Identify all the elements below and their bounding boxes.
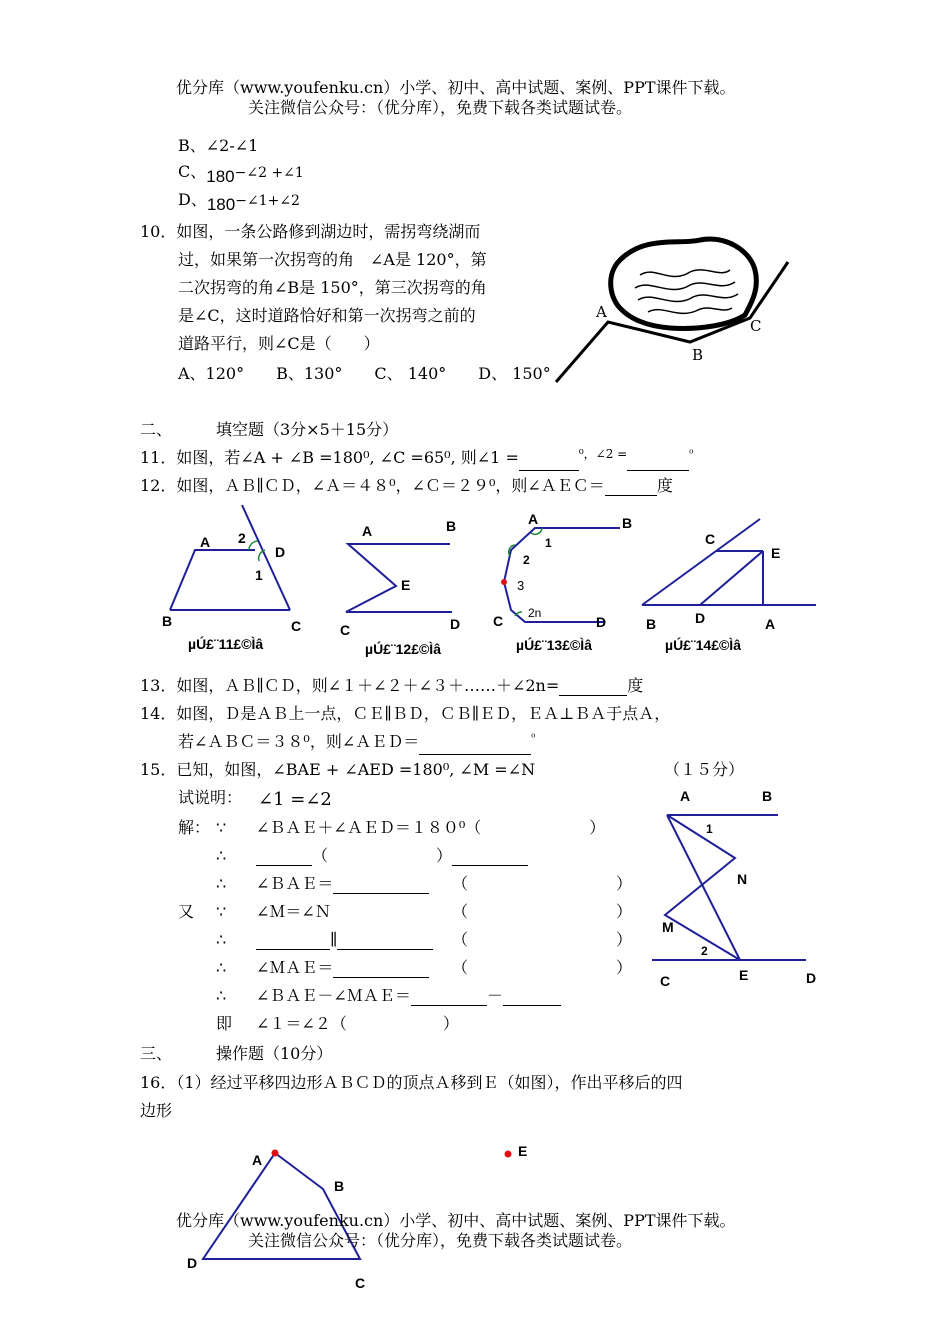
- lake-label-a: A: [596, 303, 607, 321]
- q13-blank[interactable]: [559, 679, 627, 696]
- q9-option-c: [178, 162, 304, 186]
- q15-row-1-close: ）: [589, 818, 606, 837]
- q14-text: 若∠ＡＢＣ＝３８⁰，则∠ＡＥＤ＝: [178, 732, 420, 751]
- q15-row-7-blank-a[interactable]: [411, 989, 487, 1006]
- f14-label-c: C: [705, 531, 716, 547]
- q14-line-1: 14．如图，Ｄ是ＡＢ上一点，ＣＥ∥ＢＤ，ＣＢ∥ＥＤ，ＥＡ⊥ＢＡ于点Ａ，: [140, 704, 671, 723]
- q13-unit: 度: [627, 676, 644, 695]
- lake-road-figure: [550, 230, 800, 390]
- q12-line: [140, 476, 673, 496]
- figure-12: [340, 540, 460, 620]
- q15-row-3-open: （: [452, 874, 469, 893]
- f15-label-a: A: [680, 788, 691, 804]
- q9-option-c-180: 180: [206, 167, 235, 186]
- f13-polyline: [504, 528, 620, 622]
- f12-caption: µÚ£¨12£©Ìâ: [365, 641, 441, 657]
- lake-wave-3: [638, 294, 738, 302]
- section-3-number: 三、: [140, 1044, 173, 1063]
- lake-wave-2: [635, 282, 735, 290]
- f11-left-edges: [170, 550, 255, 610]
- q10-line-4: 是∠C，这时道路恰好和第一次拐弯之前的: [178, 306, 476, 325]
- q15-row-7-minus: －: [486, 986, 503, 1005]
- lake-wave-1: [640, 270, 730, 277]
- section-2-title: 填空题（3分×5＋15分）: [216, 420, 399, 439]
- q10-line-2: 过，如果第一次拐弯的角 ∠A是 120°，第: [178, 250, 487, 269]
- q15-score: （１５分）: [664, 760, 745, 779]
- lake-label-c: C: [750, 317, 762, 335]
- q15-row-6: [256, 958, 429, 978]
- q15-row-8-text: ∠１＝∠２（: [256, 1014, 347, 1033]
- q9-option-d: [178, 190, 300, 214]
- f15-label-2: 2: [701, 944, 708, 958]
- q12-text: 12．如图，ＡＢ∥ＣＤ，∠Ａ＝４８⁰，∠Ｃ＝２９⁰，则∠ＡＥＣ＝: [140, 476, 605, 495]
- q15-row-3-blank[interactable]: [333, 877, 429, 894]
- q15-solve-label: 解：: [178, 818, 211, 837]
- q15-row-7-text: ∠ＢＡＥ－∠ＭＡＥ＝: [256, 986, 411, 1005]
- f13-label-b: B: [622, 515, 633, 531]
- q10-line-3: 二次拐弯的角∠B是 150°，第三次拐弯的角: [178, 278, 487, 297]
- section-2-number: 二、: [140, 420, 173, 439]
- q11-blank-1[interactable]: [519, 454, 579, 471]
- q9-option-d-rest: −∠1+∠2: [235, 193, 300, 209]
- q15-row-5-blank-a[interactable]: [256, 933, 330, 950]
- q15-prove-statement: ∠1 =∠2: [258, 789, 332, 810]
- f13-label-2n: 2n: [528, 606, 542, 620]
- figure-16: [195, 1143, 528, 1270]
- q14-line-2: [178, 732, 535, 755]
- q12-unit: 度: [656, 476, 673, 495]
- q15-row-7-blank-b[interactable]: [503, 989, 561, 1006]
- q11-text: 11．如图，若∠A + ∠B =180⁰, ∠C =65⁰, 则∠1 =: [140, 448, 519, 467]
- f13-label-1: 1: [545, 536, 552, 550]
- f15-label-1: 1: [706, 822, 713, 836]
- q15-row-6-blank[interactable]: [333, 961, 429, 978]
- header-line-2: 关注微信公众号：（优分库），免费下载各类试题试卷。: [248, 98, 633, 117]
- q14-unit: ⁰: [531, 733, 536, 744]
- f16-point-e: [505, 1151, 512, 1158]
- q15-row-6-close: ）: [616, 958, 633, 977]
- f12-label-e: E: [401, 577, 411, 593]
- q15-row-3-close: ）: [616, 874, 633, 893]
- f11-label-c: C: [291, 618, 302, 634]
- q10-options: A、120° B、130° C、 140° D、 150°: [178, 364, 551, 383]
- f16-label-b: B: [334, 1178, 345, 1194]
- figure-15: [650, 810, 810, 970]
- q15-because-4: ∵: [216, 902, 227, 921]
- q15-row-5-parallel: ∥: [330, 930, 338, 949]
- q16-line-1: 16．（1）经过平移四边形ＡＢＣＤ的顶点Ａ移到Ｅ（如图），作出平移后的四: [140, 1073, 683, 1092]
- f12-label-a: A: [362, 523, 373, 539]
- f14-label-b: B: [646, 616, 657, 632]
- q13-text: 13．如图，ＡＢ∥ＣＤ，则∠１＋∠２＋∠３＋……＋∠2n=: [140, 676, 560, 695]
- f14-label-a: A: [765, 616, 776, 632]
- f14-label-e: E: [771, 545, 781, 561]
- q15-prove-label: 试说明：: [178, 788, 243, 807]
- f12-label-b: B: [446, 518, 457, 534]
- q13-line: [140, 676, 643, 696]
- q15-therefore-3: ∴: [216, 874, 227, 893]
- q16-line-2: 边形: [140, 1101, 173, 1120]
- q14-blank[interactable]: [419, 738, 531, 755]
- q15-row-2-blank-a[interactable]: [256, 849, 312, 866]
- f11-angle-2-arc: [249, 541, 258, 550]
- f15-label-m: M: [662, 919, 674, 935]
- q15-row-5: [256, 930, 433, 950]
- f15-label-d: D: [806, 970, 817, 986]
- q15-row-2: [256, 846, 528, 866]
- q15-row-4-open: （: [452, 902, 469, 921]
- f13-label-2: 2: [523, 553, 530, 567]
- f12-label-d: D: [450, 616, 461, 632]
- q15-row-5-blank-b[interactable]: [337, 933, 433, 950]
- q11-unit-2: ⁰: [689, 449, 694, 460]
- q15-row-4: ∠Ｍ＝∠Ｎ: [256, 902, 331, 921]
- q15-row-6-text: ∠ＭＡＥ＝: [256, 958, 334, 977]
- f16-point-a: [272, 1150, 279, 1157]
- q15-therefore-2: ∴: [216, 846, 227, 865]
- q10-line-1: 10．如图，一条公路修到湖边时，需拐弯绕湖而: [140, 222, 481, 241]
- q11-unit-1: ⁰，∠2 =: [578, 447, 628, 461]
- figure-11: [160, 505, 300, 615]
- f14-caption: µÚ£¨14£©Ìâ: [665, 637, 741, 653]
- lake-wave-4: [648, 308, 732, 313]
- q15-row-4-close: ）: [616, 902, 633, 921]
- q15-row-3-text: ∠ＢＡＥ＝: [256, 874, 334, 893]
- section-3-title: 操作题（10分）: [216, 1044, 333, 1063]
- f11-label-b: B: [162, 613, 173, 629]
- f14-line-bc: [642, 519, 760, 605]
- f15-label-c: C: [660, 973, 671, 989]
- q9-option-b: B、∠2-∠1: [178, 136, 259, 155]
- f16-label-e: E: [518, 1143, 528, 1159]
- f12-label-c: C: [340, 622, 351, 638]
- q15-row-5-open: （: [452, 930, 469, 949]
- f13-label-3: 3: [517, 578, 525, 593]
- f16-label-d: D: [187, 1255, 198, 1271]
- q15-you-label: 又: [178, 902, 195, 921]
- q15-row-1-text: ∠ＢＡＥ＋∠ＡＥＤ＝１８０⁰（: [256, 818, 482, 837]
- f16-label-c: C: [355, 1275, 366, 1291]
- f13-caption: µÚ£¨13£©Ìâ: [516, 637, 592, 653]
- q15-row-3: [256, 874, 429, 894]
- f15-label-b: B: [762, 788, 773, 804]
- f13-label-c: C: [493, 613, 504, 629]
- f15-label-e: E: [739, 967, 749, 983]
- lake-outline: [611, 239, 757, 328]
- q15-therefore-5: ∴: [216, 930, 227, 949]
- q15-row-5-close: ）: [616, 930, 633, 949]
- f15-label-n: N: [737, 871, 748, 887]
- q15-therefore-7: ∴: [216, 986, 227, 1005]
- q11-line: [140, 448, 693, 471]
- f13-label-d: D: [596, 614, 607, 630]
- f11-label-a: A: [200, 534, 211, 550]
- f16-label-a: A: [252, 1152, 263, 1168]
- q15-row-7: [256, 986, 561, 1006]
- f13-label-a: A: [528, 511, 539, 527]
- q15-row-2-open: （: [312, 846, 329, 865]
- q15-row-2-close: ）: [436, 846, 453, 865]
- q9-option-d-prefix: D、: [178, 190, 207, 209]
- q9-option-c-rest: −∠2 +∠1: [234, 165, 304, 181]
- q12-blank[interactable]: [605, 479, 657, 496]
- f11-label-1: 1: [255, 567, 263, 583]
- q15-row-1: [256, 818, 605, 838]
- lake-label-b: B: [692, 346, 704, 364]
- f13-red-dot: [501, 579, 507, 585]
- f11-label-d: D: [275, 544, 286, 560]
- footer-line-1: 优分库（www.youfenku.cn）小学、初中、高中试题、案例、PPT课件下载。: [176, 1211, 736, 1230]
- q15-row-8-close: ）: [442, 1014, 459, 1033]
- f11-label-2: 2: [238, 530, 246, 546]
- q11-blank-2[interactable]: [627, 454, 689, 471]
- q15-row-8: [256, 1014, 459, 1034]
- q15-because-1: ∵: [216, 818, 227, 837]
- header-line-1: 优分库（www.youfenku.cn）小学、初中、高中试题、案例、PPT课件下载。: [176, 78, 736, 97]
- q15-row-6-open: （: [452, 958, 469, 977]
- footer-line-2: 关注微信公众号：（优分库），免费下载各类试题试卷。: [248, 1231, 633, 1250]
- q15-ji-label: 即: [216, 1014, 233, 1033]
- q15-row-2-blank-b[interactable]: [452, 849, 528, 866]
- figure-14: [640, 515, 820, 610]
- f12-zigzag: [346, 544, 452, 612]
- f11-caption: µÚ£¨11£©Ìâ: [188, 636, 264, 652]
- q15-title: 15．已知，如图，∠BAE + ∠AED =180⁰, ∠M =∠N: [140, 760, 536, 779]
- q10-line-5: 道路平行，则∠C是（ ）: [178, 334, 380, 353]
- q9-option-d-180: 180: [206, 195, 236, 214]
- f14-label-d: D: [695, 610, 706, 626]
- q15-therefore-6: ∴: [216, 958, 227, 977]
- f14-line-ed: [700, 551, 763, 605]
- q9-option-c-prefix: C、: [178, 162, 207, 181]
